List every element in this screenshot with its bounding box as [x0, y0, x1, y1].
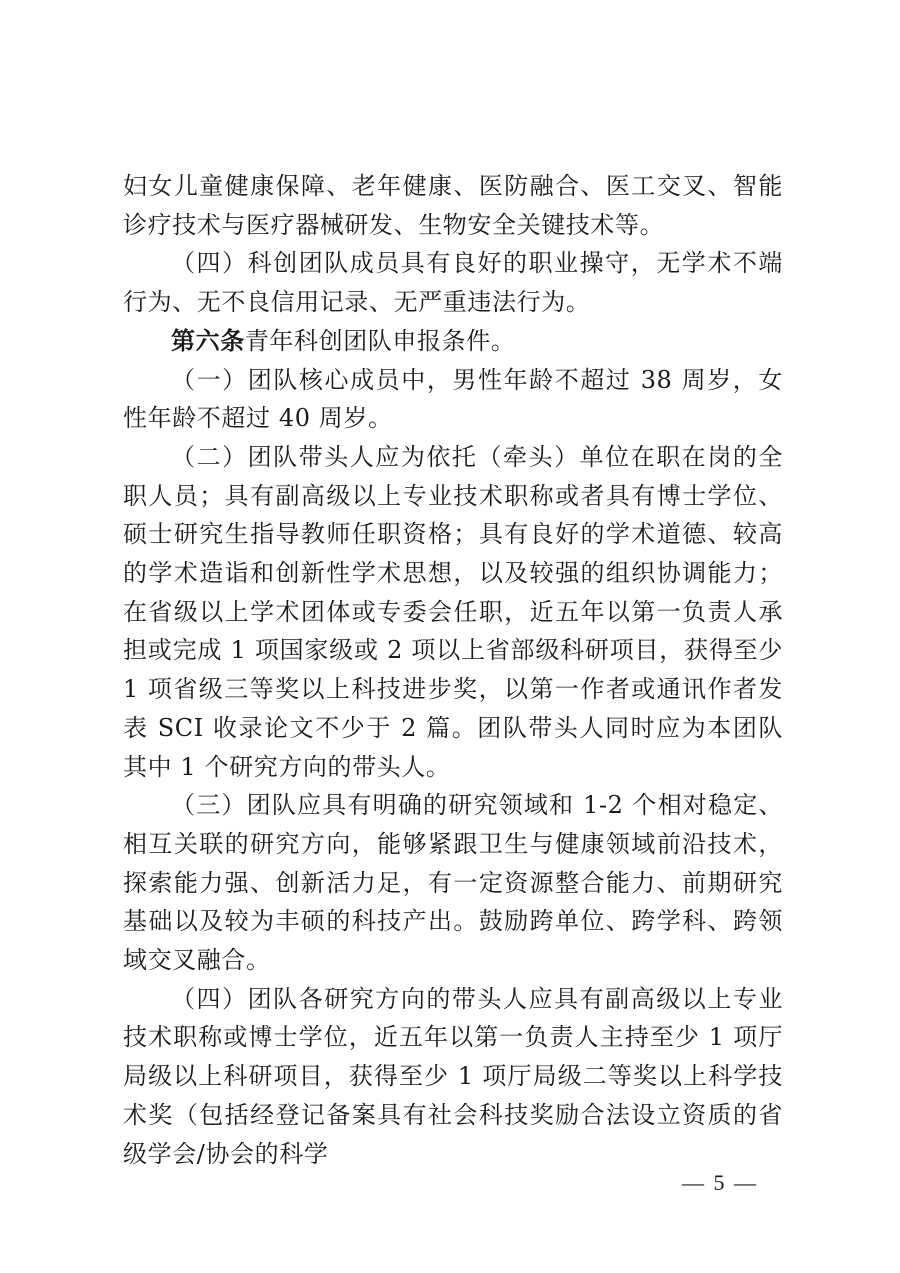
- condition-2: （二）团队带头人应为依托（牵头）单位在职在岗的全职人员；具有副高级以上专业技术职称或者具有博士学位、硕士研究生指导教师任职资格；具有良好的学术道德、较高的学术造诣和创新性学术思想，以及较强的组织协调能力；在省级以上学术团体或专委会任职，近五年以第一负责人承担或完成 1 项国家级或 2 项以上省部级科研项目，获得至少 1 项省级三等奖以上科技进步奖，以第一作者或通讯作者发表 SCI 收录论文不少于 2 篇。团队带头人同时应为本团队其中 1 个研究方向的带头人。: [123, 442, 783, 781]
- paragraph-continuation: 妇女儿童健康保障、老年健康、医防融合、医工交叉、智能诊疗技术与医疗器械研发、生物安全关键技术等。: [123, 172, 783, 239]
- document-body: [123, 167, 783, 1173]
- article-6-title: 青年科创团队申报条件。: [244, 326, 516, 355]
- condition-1: （一）团队核心成员中，男性年龄不超过 38 周岁，女性年龄不超过 40 周岁。: [123, 365, 783, 433]
- page-number: — 5 —: [682, 1170, 758, 1195]
- article-6-heading: [123, 322, 783, 361]
- condition-3: （三）团队应具有明确的研究领域和 1-2 个相对稳定、相互关联的研究方向，能够紧跟卫生与健康领域前沿技术，探索能力强、创新活力足，有一定资源整合能力、前期研究基础以及较为丰硕的科技产出。鼓励跨单位、跨学科、跨领域交叉融合。: [123, 791, 783, 975]
- paragraph-item-4-integrity: （四）科创团队成员具有良好的职业操守，无学术不端行为、无不良信用记录、无严重违法行为。: [123, 249, 783, 317]
- article-6-label: 第六条: [171, 325, 245, 355]
- condition-4: （四）团队各研究方向的带头人应具有副高级以上专业技术职称或博士学位，近五年以第一负责人主持至少 1 项厅局级以上科研项目，获得至少 1 项厅局级二等奖以上科学技术奖（包括经登记备案具有社会科技奖励合法设立资质的省级学会/协会的科学: [123, 984, 783, 1168]
